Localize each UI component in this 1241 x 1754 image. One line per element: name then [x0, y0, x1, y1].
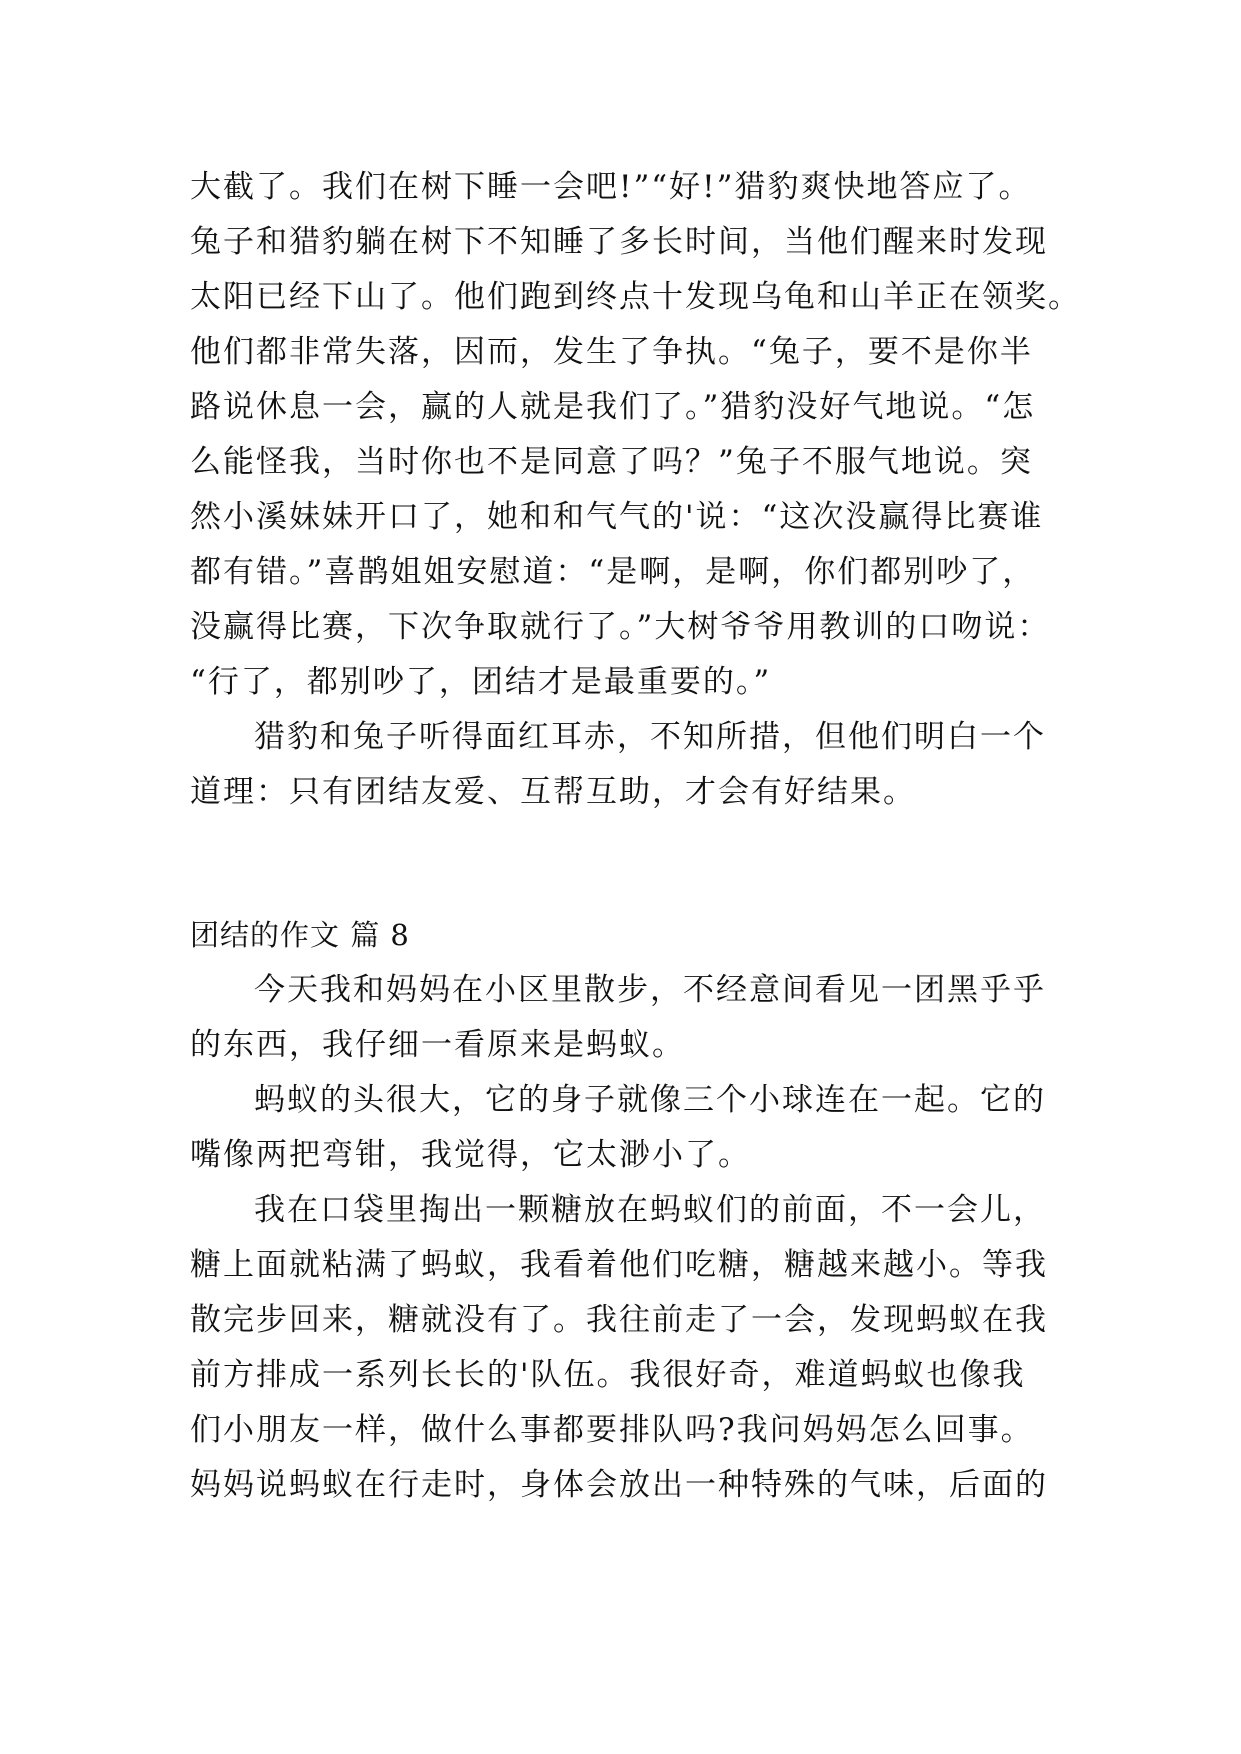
text-line: 太阳已经下山了。他们跑到终点十发现乌龟和山羊正在领奖。 [190, 279, 1081, 315]
text-line: 然小溪妹妹开口了，她和和气气的'说：“这次没赢得比赛谁 [190, 499, 1044, 535]
paragraph-first-line: 今天我和妈妈在小区里散步，不经意间看见一团黑乎乎 [254, 972, 1046, 1008]
text-line: 嘴像两把弯钳，我觉得，它太渺小了。 [190, 1137, 751, 1173]
text-line: 道理：只有团结友爱、互帮互助，才会有好结果。 [190, 774, 916, 810]
text-line: 前方排成一系列长长的'队伍。我很好奇，难道蚂蚁也像我 [190, 1357, 1026, 1393]
text-line: 大截了。我们在树下睡一会吧!”“好!”猎豹爽快地答应了。 [190, 169, 1032, 205]
paragraph-first-line: 我在口袋里掏出一颗糖放在蚂蚁们的前面，不一会儿， [254, 1192, 1046, 1228]
text-line: 的东西，我仔细一看原来是蚂蚁。 [190, 1027, 685, 1063]
text-line: 路说休息一会，赢的人就是我们了。”猎豹没好气地说。“怎 [190, 389, 1036, 425]
text-line: 妈妈说蚂蚁在行走时，身体会放出一种特殊的气味，后面的 [190, 1467, 1048, 1503]
text-line: 没赢得比赛，下次争取就行了。”大树爷爷用教训的口吻说： [190, 609, 1051, 645]
text-line: 们小朋友一样，做什么事都要排队吗?我问妈妈怎么回事。 [190, 1412, 1034, 1448]
text-line: “行了，都别吵了，团结才是最重要的。” [190, 664, 772, 700]
text-line: 都有错。”喜鹊姐姐安慰道：“是啊，是啊，你们都别吵了， [190, 554, 1036, 590]
section-heading: 团结的作文 篇 8 [190, 918, 410, 952]
text-line: 么能怪我，当时你也不是同意了吗？”兔子不服气地说。突 [190, 444, 1033, 480]
text-line: 兔子和猎豹躺在树下不知睡了多长时间，当他们醒来时发现 [190, 224, 1048, 260]
paragraph-first-line: 猎豹和兔子听得面红耳赤，不知所措，但他们明白一个 [254, 719, 1046, 755]
text-line: 散完步回来，糖就没有了。我往前走了一会，发现蚂蚁在我 [190, 1302, 1048, 1338]
paragraph-first-line: 蚂蚁的头很大，它的身子就像三个小球连在一起。它的 [254, 1082, 1046, 1118]
text-line: 他们都非常失落，因而，发生了争执。“兔子，要不是你半 [190, 334, 1033, 370]
text-line: 糖上面就粘满了蚂蚁，我看着他们吃糖，糖越来越小。等我 [190, 1247, 1048, 1283]
